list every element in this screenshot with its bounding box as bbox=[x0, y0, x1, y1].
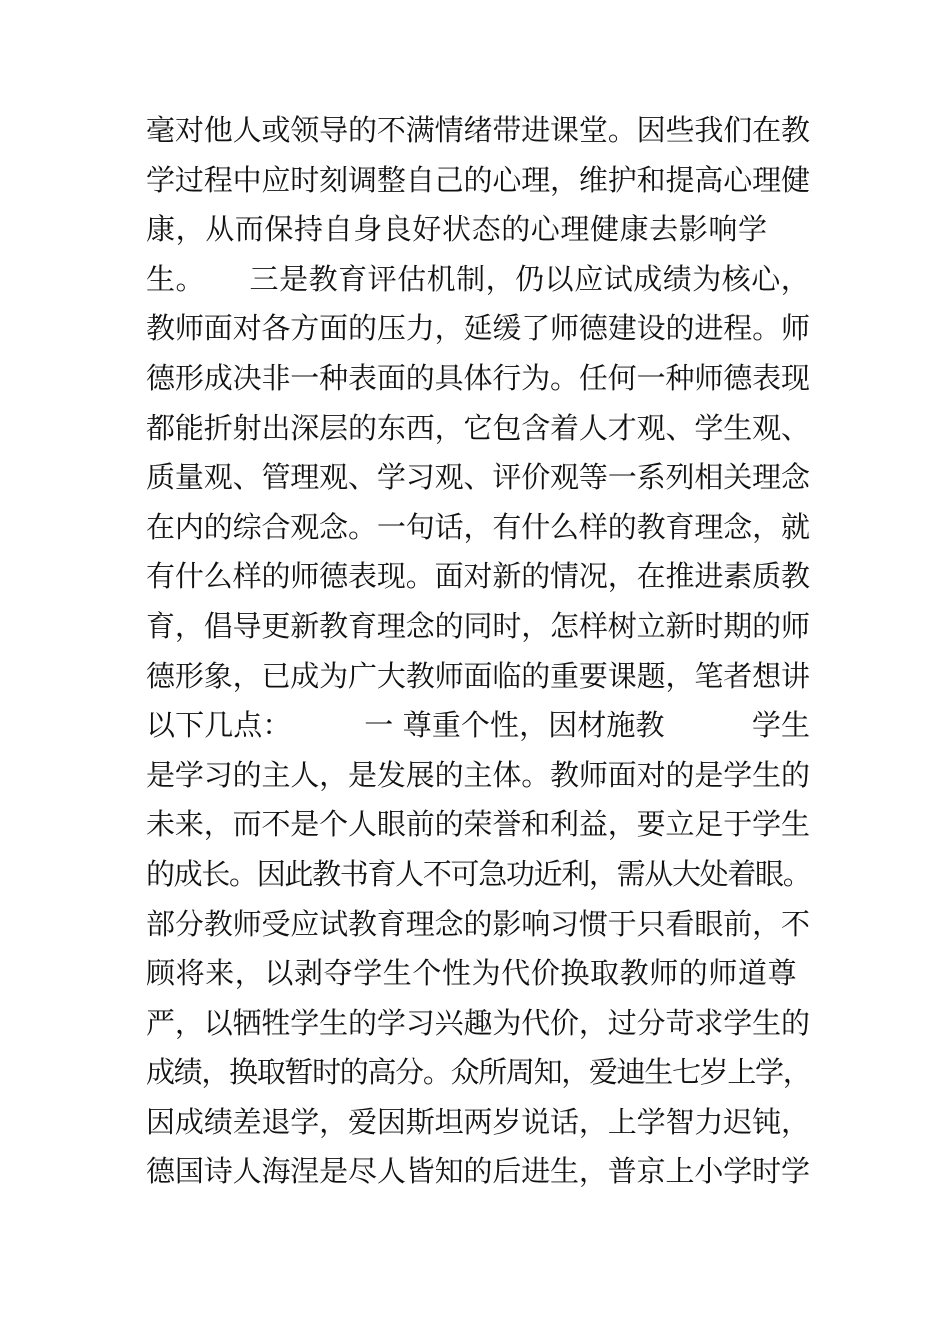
body-text bbox=[146, 106, 810, 1197]
text-line: 教师面对各方面的压力，延缓了师德建设的进程。师 bbox=[146, 311, 810, 346]
text-line: 严，以牺牲学生的学习兴趣为代价，过分苛求学生的 bbox=[146, 1005, 810, 1040]
text-line: 德形象，已成为广大教师面临的重要课题，笔者想讲 bbox=[146, 658, 810, 693]
text-line: 育，倡导更新教育理念的同时，怎样树立新时期的师 bbox=[146, 608, 810, 643]
text-line: 学过程中应时刻调整自己的心理，维护和提高心理健 bbox=[146, 162, 810, 197]
text-line: 是学习的主人，是发展的主体。教师面对的是学生的 bbox=[146, 757, 810, 792]
text-line: 有什么样的师德表现。面对新的情况，在推进素质教 bbox=[146, 559, 810, 594]
text-line: 德国诗人海涅是尽人皆知的后进生，普京上小学时学 bbox=[146, 1154, 810, 1189]
text-line: 因成绩差退学，爱因斯坦两岁说话，上学智力迟钝， bbox=[146, 1104, 810, 1139]
text-line: 生。 三是教育评估机制，仍以应试成绩为核心， bbox=[146, 261, 811, 296]
text-line: 在内的综合观念。一句话，有什么样的教育理念，就 bbox=[146, 509, 810, 544]
text-line: 成绩，换取暂时的高分。众所周知，爱迪生七岁上学， bbox=[146, 1055, 811, 1090]
text-line: 德形成决非一种表面的具体行为。任何一种师德表现 bbox=[146, 360, 810, 395]
text-line: 未来，而不是个人眼前的荣誉和利益，要立足于学生 bbox=[146, 807, 810, 842]
text-line: 质量观、管理观、学习观、评价观等一系列相关理念 bbox=[146, 460, 810, 495]
text-line: 顾将来，以剥夺学生个性为代价换取教师的师道尊 bbox=[146, 956, 798, 991]
text-line: 的成长。因此教书育人不可急功近利，需从大处着眼。 bbox=[146, 856, 811, 891]
text-line: 康，从而保持自身良好状态的心理健康去影响学 bbox=[146, 212, 768, 247]
text-line: 都能折射出深层的东西，它包含着人才观、学生观、 bbox=[146, 410, 810, 445]
text-line: 部分教师受应试教育理念的影响习惯于只看眼前，不 bbox=[146, 906, 810, 941]
text-line: 以下几点： 一 尊重个性，因材施教 学生 bbox=[146, 708, 811, 743]
text-line: 毫对他人或领导的不满情绪带进课堂。因些我们在教 bbox=[146, 113, 810, 147]
